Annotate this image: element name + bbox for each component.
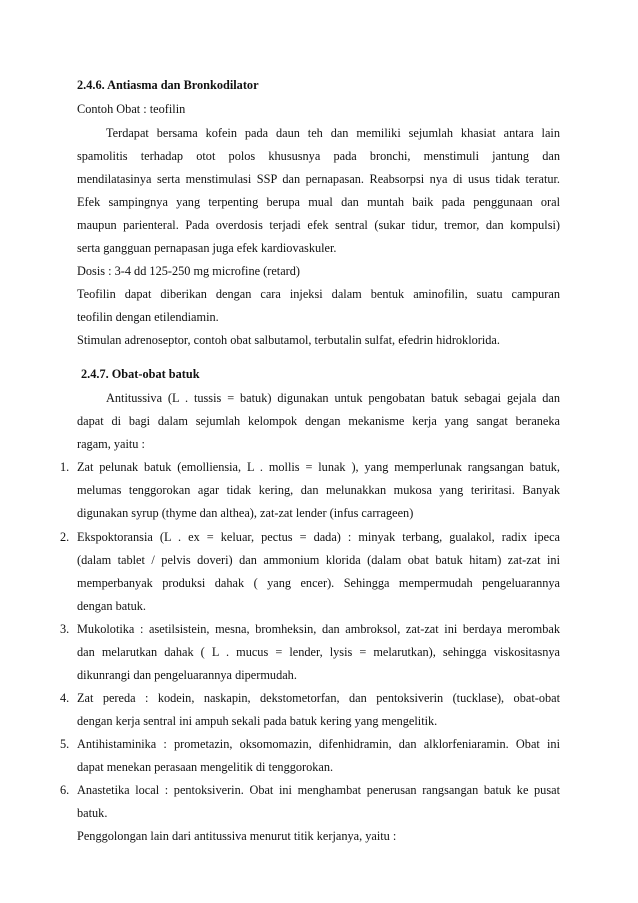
list-item-line: dikunrangi dan pengeluarannya dipermudah. — [77, 668, 297, 682]
list-number: 5. — [60, 737, 70, 751]
list-number: 3. — [60, 622, 70, 636]
paragraph-line: teofilin dengan etilendiamin. — [77, 310, 219, 324]
paragraph-line: maupun parienteral. Pada overdosis terjadi efek sentral (sukar tidur, tremor, dan kompulsi) — [77, 218, 560, 232]
paragraph-line: Terdapat bersama kofein pada daun teh dan memiliki sejumlah khasiat antara lain — [106, 126, 560, 140]
list-item-line: dan melarutkan dahak ( L . mucus = lender, lysis = melarutkan), sehingga viskositasnya — [77, 645, 560, 659]
paragraph-line: dapat di bagi dalam sejumlah kelompok dengan mekanisme kerja yang sangat beraneka — [77, 414, 560, 428]
closing-line: Penggolongan lain dari antitussiva menurut titik kerjanya, yaitu : — [77, 829, 397, 843]
list-number: 6. — [60, 783, 70, 797]
paragraph-line: spamolitis terhadap otot polos khususnya pada bronchi, menstimuli jantung dan — [77, 149, 560, 163]
example-drug-line: Contoh Obat : teofilin — [77, 102, 186, 116]
paragraph-line: Antitussiva (L . tussis = batuk) digunakan untuk pengobatan batuk sebagai gejala dan — [106, 391, 560, 405]
list-item-line: dengan batuk. — [77, 599, 146, 613]
list-item-line: melumas tenggorokan agar tidak kering, dan melunakkan mukosa yang teriritasi. Banyak — [77, 483, 560, 497]
list-item-line: Anastetika local : pentoksiverin. Obat ini menghambat penerusan rangsangan batuk ke pusat — [77, 783, 560, 797]
list-item-line: batuk. — [77, 806, 108, 820]
paragraph-line: ragam, yaitu : — [77, 437, 145, 451]
list-number: 4. — [60, 691, 70, 705]
list-item-line: dengan kerja sentral ini ampuh sekali pada batuk kering yang mengelitik. — [77, 714, 438, 728]
list-item-line: Zat pereda : kodein, naskapin, dekstometorfan, dan pentoksiverin (tucklase), obat-obat — [77, 691, 560, 705]
dose-line: Dosis : 3-4 dd 125-250 mg microfine (retard) — [77, 264, 301, 278]
list-item-line: memperbanyak produksi dahak ( yang encer). Sehingga mempermudah pengeluarannya — [77, 576, 560, 590]
list-item-line: Antihistaminika : prometazin, oksomomazin, difenhidramin, dan alklorfeniaramin. Obat ini — [77, 737, 560, 751]
section-heading-obat-batuk: 2.4.7. Obat-obat batuk — [81, 367, 200, 381]
list-item-line: Ekspoktoransia (L . ex = keluar, pectus = dada) : minyak terbang, gualakol, radix ipeca — [77, 530, 560, 544]
list-item-line: Zat pelunak batuk (emolliensia, L . mollis = lunak ), yang memperlunak rangsangan batuk, — [77, 460, 560, 474]
paragraph-line: Stimulan adrenoseptor, contoh obat salbutamol, terbutalin sulfat, efedrin hidroklorida. — [77, 333, 500, 347]
list-item-line: digunakan syrup (thyme dan althea), zat-zat lender (infus carrageen) — [77, 506, 414, 520]
paragraph-line: serta gangguan pernapasan juga efek kardiovaskuler. — [77, 241, 337, 255]
paragraph-line: Efek sampingnya yang terpenting berupa mual dan muntah baik pada penggunaan oral — [77, 195, 560, 209]
paragraph-line: mendilatasinya serta menstimulasi SSP dan pernapasan. Reabsorpsi nya di usus tidak teratur. — [77, 172, 560, 186]
list-number: 2. — [60, 530, 70, 544]
list-item-line: (dalam tablet / pelvis doveri) dan ammonium klorida (dalam obat batuk hitam) zat-zat ini — [77, 553, 560, 567]
list-item-line: dapat menekan perasaan mengelitik di tenggorokan. — [77, 760, 334, 774]
section-heading-antiasma: 2.4.6. Antiasma dan Bronkodilator — [77, 78, 259, 92]
paragraph-line: Teofilin dapat diberikan dengan cara injeksi dalam bentuk aminofilin, suatu campuran — [77, 287, 560, 301]
list-number: 1. — [60, 460, 70, 474]
list-item-line: Mukolotika : asetilsistein, mesna, bromheksin, dan ambroksol, zat-zat ini berdaya merombak — [77, 622, 560, 636]
